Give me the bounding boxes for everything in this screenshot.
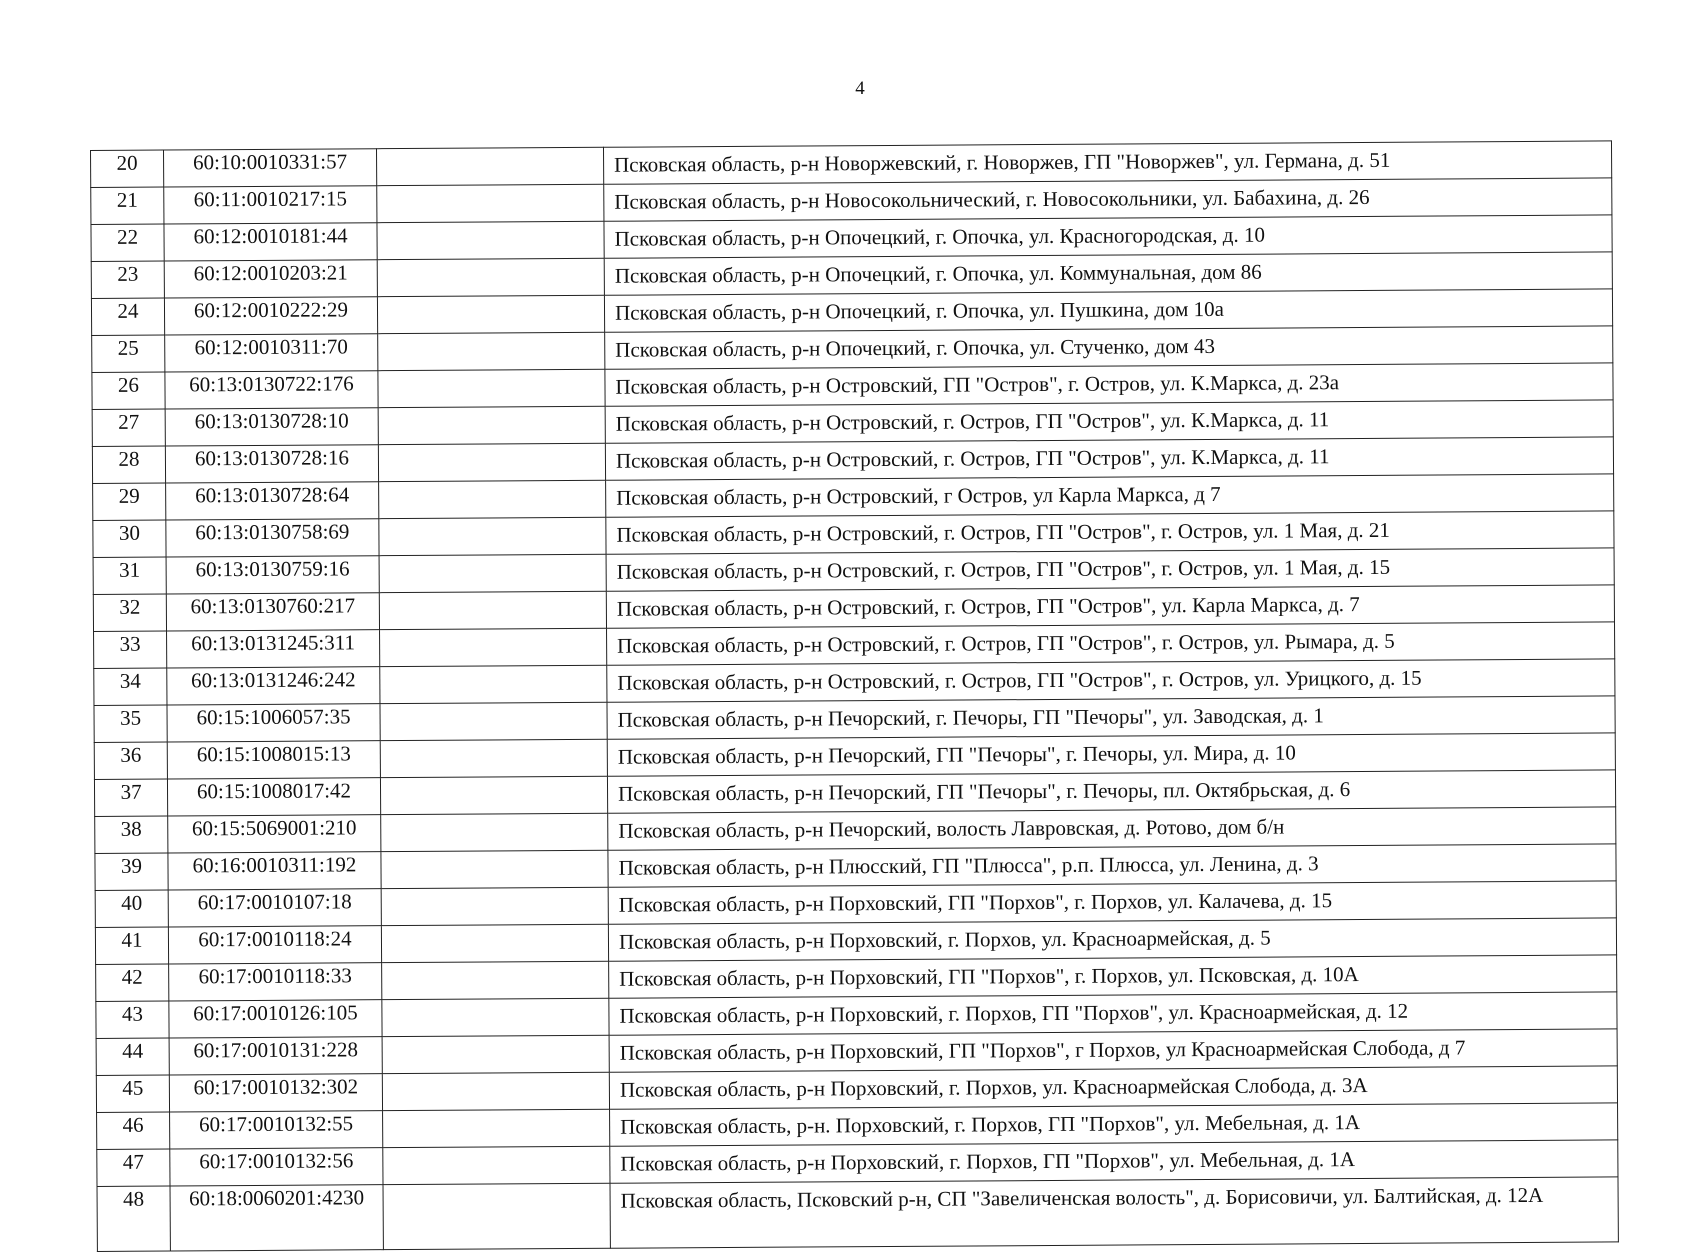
cadastral-number: 60:13:0130722:176 xyxy=(165,371,378,409)
cadastral-number: 60:16:0010311:192 xyxy=(168,852,381,890)
empty-cell xyxy=(377,295,604,333)
cadastral-number: 60:17:0010107:18 xyxy=(168,889,381,927)
row-number: 39 xyxy=(95,853,168,890)
empty-cell xyxy=(376,147,603,185)
address-cell: Псковская область, р-н Новоржевский, г. Новоржев, ГП "Новоржев", ул. Германа, д. 51 xyxy=(603,141,1611,184)
empty-cell xyxy=(380,628,607,666)
row-number: 35 xyxy=(94,705,167,742)
cadastral-number: 60:17:0010132:302 xyxy=(169,1074,382,1112)
address-cell: Псковская область, р-н Печорский, волость Лавровская, д. Ротово, дом б/н xyxy=(608,807,1616,850)
address-cell: Псковская область, р-н Порховский, г. Порхов, ГП "Порхов", ул. Красноармейская, д. 12 xyxy=(609,992,1617,1035)
address-cell: Псковская область, р-н Островский, г. Остров, ГП "Остров", ул. К.Маркса, д. 11 xyxy=(605,400,1613,443)
address-cell: Псковская область, р-н Опочецкий, г. Опочка, ул. Пушкина, дом 10а xyxy=(604,289,1612,332)
empty-cell xyxy=(380,702,607,740)
row-number: 26 xyxy=(92,372,165,409)
row-number: 43 xyxy=(96,1001,169,1038)
cadastral-number: 60:13:0130728:16 xyxy=(165,445,378,483)
address-cell: Псковская область, р-н Плюсский, ГП "Плюсса", р.п. Плюсса, ул. Ленина, д. 3 xyxy=(608,844,1616,887)
row-number: 22 xyxy=(91,224,164,261)
empty-cell xyxy=(380,665,607,703)
address-cell: Псковская область, р-н Порховский, ГП "Порхов", г Порхов, ул Красноармейская Слобода, д 7 xyxy=(609,1029,1617,1072)
empty-cell xyxy=(379,591,606,629)
empty-cell xyxy=(382,961,609,999)
empty-cell xyxy=(381,850,608,888)
address-cell: Псковская область, р-н Новосокольнический, г. Новосокольники, ул. Бабахина, д. 26 xyxy=(604,178,1612,221)
cadastral-number: 60:13:0130728:10 xyxy=(165,408,378,446)
row-number: 33 xyxy=(94,631,167,668)
document-sheet xyxy=(90,140,1619,1252)
empty-cell xyxy=(378,443,605,481)
address-cell: Псковская область, р-н Островский, г. Остров, ГП "Остров", г. Остров, ул. 1 Мая, д. 21 xyxy=(606,511,1614,554)
cadastral-number: 60:17:0010118:33 xyxy=(169,963,382,1001)
cadastral-number: 60:11:0010217:15 xyxy=(164,186,377,224)
empty-cell xyxy=(381,887,608,925)
empty-cell xyxy=(383,1146,610,1184)
row-number: 48 xyxy=(97,1186,170,1251)
cadastral-number: 60:17:0010131:228 xyxy=(169,1037,382,1075)
row-number: 24 xyxy=(91,298,164,335)
address-cell: Псковская область, р-н Островский, г Остров, ул Карла Маркса, д 7 xyxy=(606,474,1614,517)
address-cell: Псковская область, р-н Островский, г. Остров, ГП "Остров", ул. Карла Маркса, д. 7 xyxy=(606,585,1614,628)
address-cell: Псковская область, р-н Опочецкий, г. Опочка, ул. Красногородская, д. 10 xyxy=(604,215,1612,258)
empty-cell xyxy=(379,480,606,518)
address-cell: Псковская область, р-н Островский, г. Остров, ГП "Остров", ул. К.Маркса, д. 11 xyxy=(605,437,1613,480)
address-cell: Псковская область, р-н Порховский, г. Порхов, ГП "Порхов", ул. Мебельная, д. 1А xyxy=(610,1140,1618,1183)
table-body xyxy=(91,141,1619,1252)
address-cell: Псковская область, р-н Островский, г. Остров, ГП "Остров", г. Остров, ул. 1 Мая, д. 15 xyxy=(606,548,1614,591)
row-number: 40 xyxy=(95,890,168,927)
cadastral-number: 60:15:1008015:13 xyxy=(167,741,380,779)
address-cell: Псковская область, р-н Порховский, ГП "Порхов", г. Порхов, ул. Калачева, д. 15 xyxy=(608,881,1616,924)
row-number: 36 xyxy=(94,742,167,779)
address-cell: Псковская область, р-н. Порховский, г. Порхов, ГП "Порхов", ул. Мебельная, д. 1А xyxy=(610,1103,1618,1146)
address-cell: Псковская область, р-н Печорский, ГП "Печоры", г. Печоры, ул. Мира, д. 10 xyxy=(607,733,1615,776)
address-cell: Псковская область, р-н Опочецкий, г. Опочка, ул. Коммунальная, дом 86 xyxy=(604,252,1612,295)
cadastral-number: 60:15:1008017:42 xyxy=(167,778,380,816)
cadastral-number: 60:13:0131245:311 xyxy=(167,630,380,668)
empty-cell xyxy=(381,813,608,851)
cadastral-number: 60:17:0010118:24 xyxy=(168,926,381,964)
empty-cell xyxy=(381,924,608,962)
empty-cell xyxy=(377,184,604,222)
row-number: 21 xyxy=(91,187,164,224)
cadastral-number: 60:13:0131246:242 xyxy=(167,667,380,705)
cadastral-number: 60:13:0130728:64 xyxy=(166,482,379,520)
property-table xyxy=(90,140,1619,1252)
address-cell: Псковская область, р-н Порховский, ГП "Порхов", г. Порхов, ул. Псковская, д. 10А xyxy=(609,955,1617,998)
cadastral-number: 60:17:0010126:105 xyxy=(169,1000,382,1038)
cadastral-number: 60:12:0010181:44 xyxy=(164,223,377,261)
row-number: 30 xyxy=(93,520,166,557)
row-number: 41 xyxy=(95,927,168,964)
cadastral-number: 60:15:5069001:210 xyxy=(168,815,381,853)
cadastral-number: 60:17:0010132:55 xyxy=(170,1111,383,1149)
row-number: 42 xyxy=(96,964,169,1001)
empty-cell xyxy=(378,332,605,370)
address-cell: Псковская область, р-н Островский, ГП "Остров", г. Остров, ул. К.Маркса, д. 23а xyxy=(605,363,1613,406)
address-cell: Псковская область, р-н Опочецкий, г. Опочка, ул. Стученко, дом 43 xyxy=(605,326,1613,369)
address-cell: Псковская область, р-н Островский, г. Остров, ГП "Остров", г. Остров, ул. Рымара, д. 5 xyxy=(607,622,1615,665)
address-cell: Псковская область, р-н Печорский, г. Печоры, ГП "Печоры", ул. Заводская, д. 1 xyxy=(607,696,1615,739)
empty-cell xyxy=(378,406,605,444)
row-number: 28 xyxy=(92,446,165,483)
cadastral-number: 60:12:0010203:21 xyxy=(164,260,377,298)
empty-cell xyxy=(378,369,605,407)
empty-cell xyxy=(380,776,607,814)
row-number: 32 xyxy=(93,594,166,631)
cadastral-number: 60:13:0130758:69 xyxy=(166,519,379,557)
cadastral-number: 60:15:1006057:35 xyxy=(167,704,380,742)
row-number: 27 xyxy=(92,409,165,446)
row-number: 25 xyxy=(92,335,165,372)
row-number: 23 xyxy=(91,261,164,298)
cadastral-number: 60:13:0130759:16 xyxy=(166,556,379,594)
empty-cell xyxy=(379,554,606,592)
address-cell: Псковская область, р-н Островский, г. Остров, ГП "Остров", г. Остров, ул. Урицкого, д. 15 xyxy=(607,659,1615,702)
address-cell: Псковская область, р-н Порховский, г. Порхов, ул. Красноармейская, д. 5 xyxy=(608,918,1616,961)
empty-cell xyxy=(382,998,609,1036)
cadastral-number: 60:12:0010222:29 xyxy=(164,297,377,335)
address-cell: Псковская область, р-н Порховский, г. Порхов, ул. Красноармейская Слобода, д. 3А xyxy=(609,1066,1617,1109)
cadastral-number: 60:17:0010132:56 xyxy=(170,1148,383,1186)
empty-cell xyxy=(383,1183,610,1249)
table-row xyxy=(97,1177,1618,1252)
row-number: 29 xyxy=(93,483,166,520)
empty-cell xyxy=(379,517,606,555)
row-number: 47 xyxy=(97,1149,170,1186)
cadastral-number: 60:12:0010311:70 xyxy=(165,334,378,372)
row-number: 38 xyxy=(95,816,168,853)
row-number: 45 xyxy=(96,1075,169,1112)
empty-cell xyxy=(382,1072,609,1110)
cadastral-number: 60:10:0010331:57 xyxy=(164,149,377,187)
address-cell: Псковская область, Псковский р-н, СП "Завеличенская волость", д. Борисовичи, ул. Балтийская, д. 12А xyxy=(610,1177,1618,1248)
row-number: 31 xyxy=(93,557,166,594)
empty-cell xyxy=(377,221,604,259)
row-number: 34 xyxy=(94,668,167,705)
empty-cell xyxy=(377,258,604,296)
empty-cell xyxy=(382,1035,609,1073)
address-cell: Псковская область, р-н Печорский, ГП "Печоры", г. Печоры, пл. Октябрьская, д. 6 xyxy=(607,770,1615,813)
row-number: 46 xyxy=(97,1112,170,1149)
cadastral-number: 60:18:0060201:4230 xyxy=(170,1185,383,1251)
row-number: 20 xyxy=(91,150,164,187)
cadastral-number: 60:13:0130760:217 xyxy=(166,593,379,631)
row-number: 37 xyxy=(94,779,167,816)
empty-cell xyxy=(380,739,607,777)
row-number: 44 xyxy=(96,1038,169,1075)
page-number: 4 xyxy=(855,78,865,99)
empty-cell xyxy=(383,1109,610,1147)
